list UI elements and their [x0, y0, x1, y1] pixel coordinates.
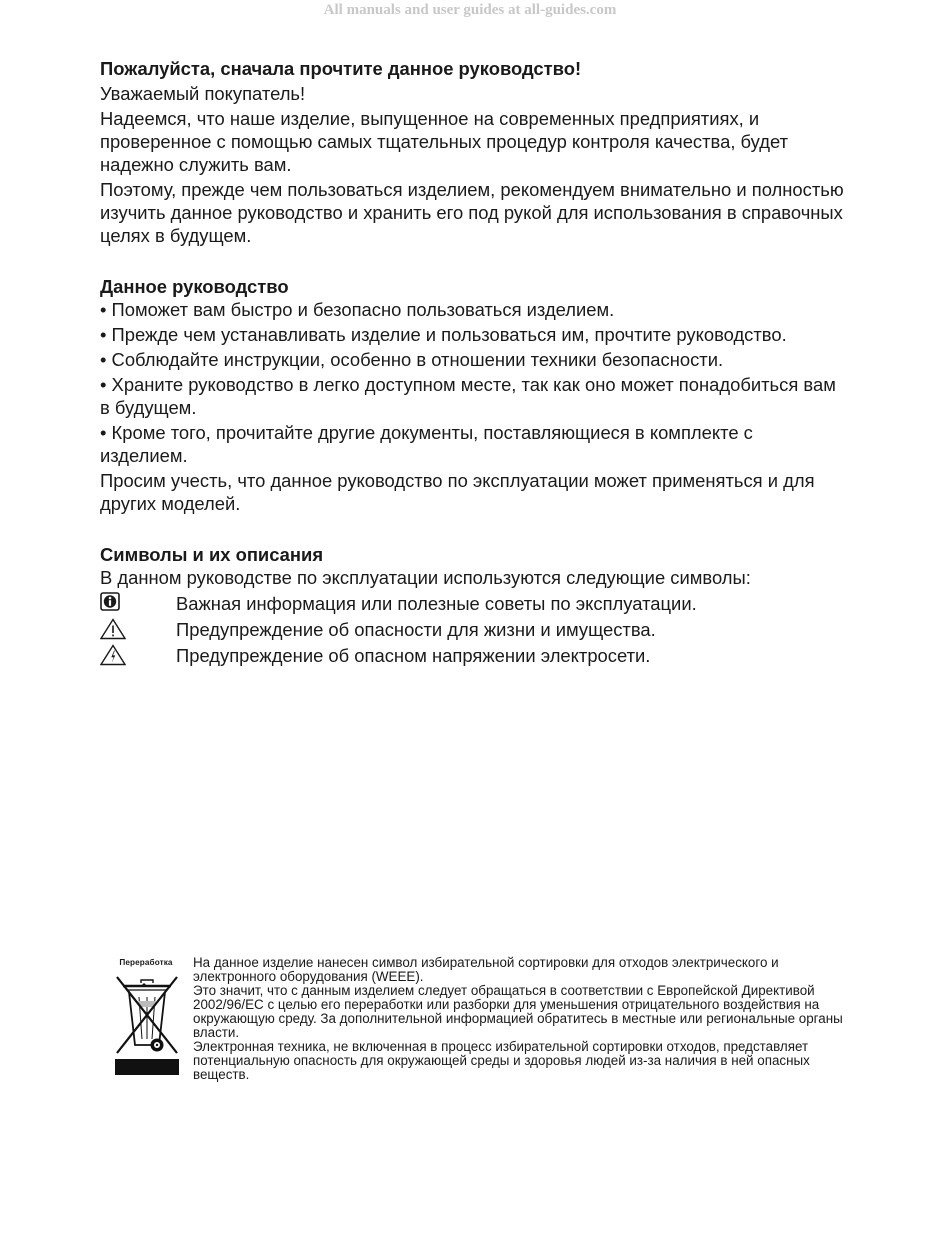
symbol-row-info [100, 592, 845, 615]
symbols-heading: Символы и их описания [100, 544, 324, 565]
bullet-item: • Поможет вам быстро и безопасно пользоваться изделием. [100, 299, 615, 320]
weee-line: На данное изделие нанесен символ избирательной сортировки для отходов электрического и электронного оборудования (WEEE). [193, 955, 779, 984]
symbol-description: Предупреждение об опасном напряжении электросети. [176, 645, 651, 666]
recycling-label: Переработка [119, 958, 173, 967]
symbol-row-electric [100, 644, 845, 667]
symbol-description: Предупреждение об опасности для жизни и имущества. [176, 619, 656, 640]
symbol-row-warning [100, 618, 845, 641]
intro-paragraph-2: Поэтому, прежде чем пользоваться изделием, рекомендуем внимательно и полностью изучить данное руководство и хранить его под рукой для использования в справочных целях в будущем. [100, 179, 844, 246]
symbol-description: Важная информация или полезные советы по эксплуатации. [176, 593, 697, 614]
intro-paragraph-1: Надеемся, что наше изделие, выпущенное на современных предприятиях, и проверенное с помощью самых тщательных процедур контроля качества, будет надежно служить вам. [100, 108, 789, 175]
bullet-item: • Кроме того, прочитайте другие документы, поставляющиеся в комплекте с изделием. [100, 422, 753, 466]
warning-icon [100, 618, 176, 641]
symbols-intro: В данном руководстве по эксплуатации используются следующие символы: [100, 567, 751, 588]
watermark: All manuals and user guides at all-guides.com [323, 2, 617, 18]
manual-heading: Данное руководство [100, 276, 289, 297]
crossed-bin-icon [113, 969, 181, 1075]
weee-line: Это значит, что с данным изделием следует обращаться в соответствии с Европейской Директивой 2002/96/EC с целью его переработки или разборки для уменьшения отрицательного воздействия на окружающую среду. За дополнительной информацией обратитесь в местные или региональные органы власти. [193, 983, 843, 1040]
weee-notice [193, 956, 843, 1082]
info-icon [100, 592, 176, 615]
greeting: Уважаемый покупатель! [100, 83, 306, 104]
weee-line: Электронная техника, не включенная в процесс избирательной сортировки отходов, представляет потенциальную опасность для окружающей среды и здоровья людей из-за наличия в ней опасных веществ. [193, 1039, 810, 1082]
bullet-item: • Прежде чем устанавливать изделие и пользоваться им, прочтите руководство. [100, 324, 787, 345]
manual-page-content [100, 57, 845, 667]
bullet-item: • Храните руководство в легко доступном месте, так как оно может понадобиться вам в будущем. [100, 374, 836, 418]
intro-heading: Пожалуйста, сначала прочтите данное руководство! [100, 58, 582, 79]
models-note: Просим учесть, что данное руководство по эксплуатации может применяться и для других моделей. [100, 470, 815, 514]
recycling-block [113, 958, 181, 1075]
electric-warning-icon [100, 644, 176, 667]
bullet-item: • Соблюдайте инструкции, особенно в отношении техники безопасности. [100, 349, 724, 370]
